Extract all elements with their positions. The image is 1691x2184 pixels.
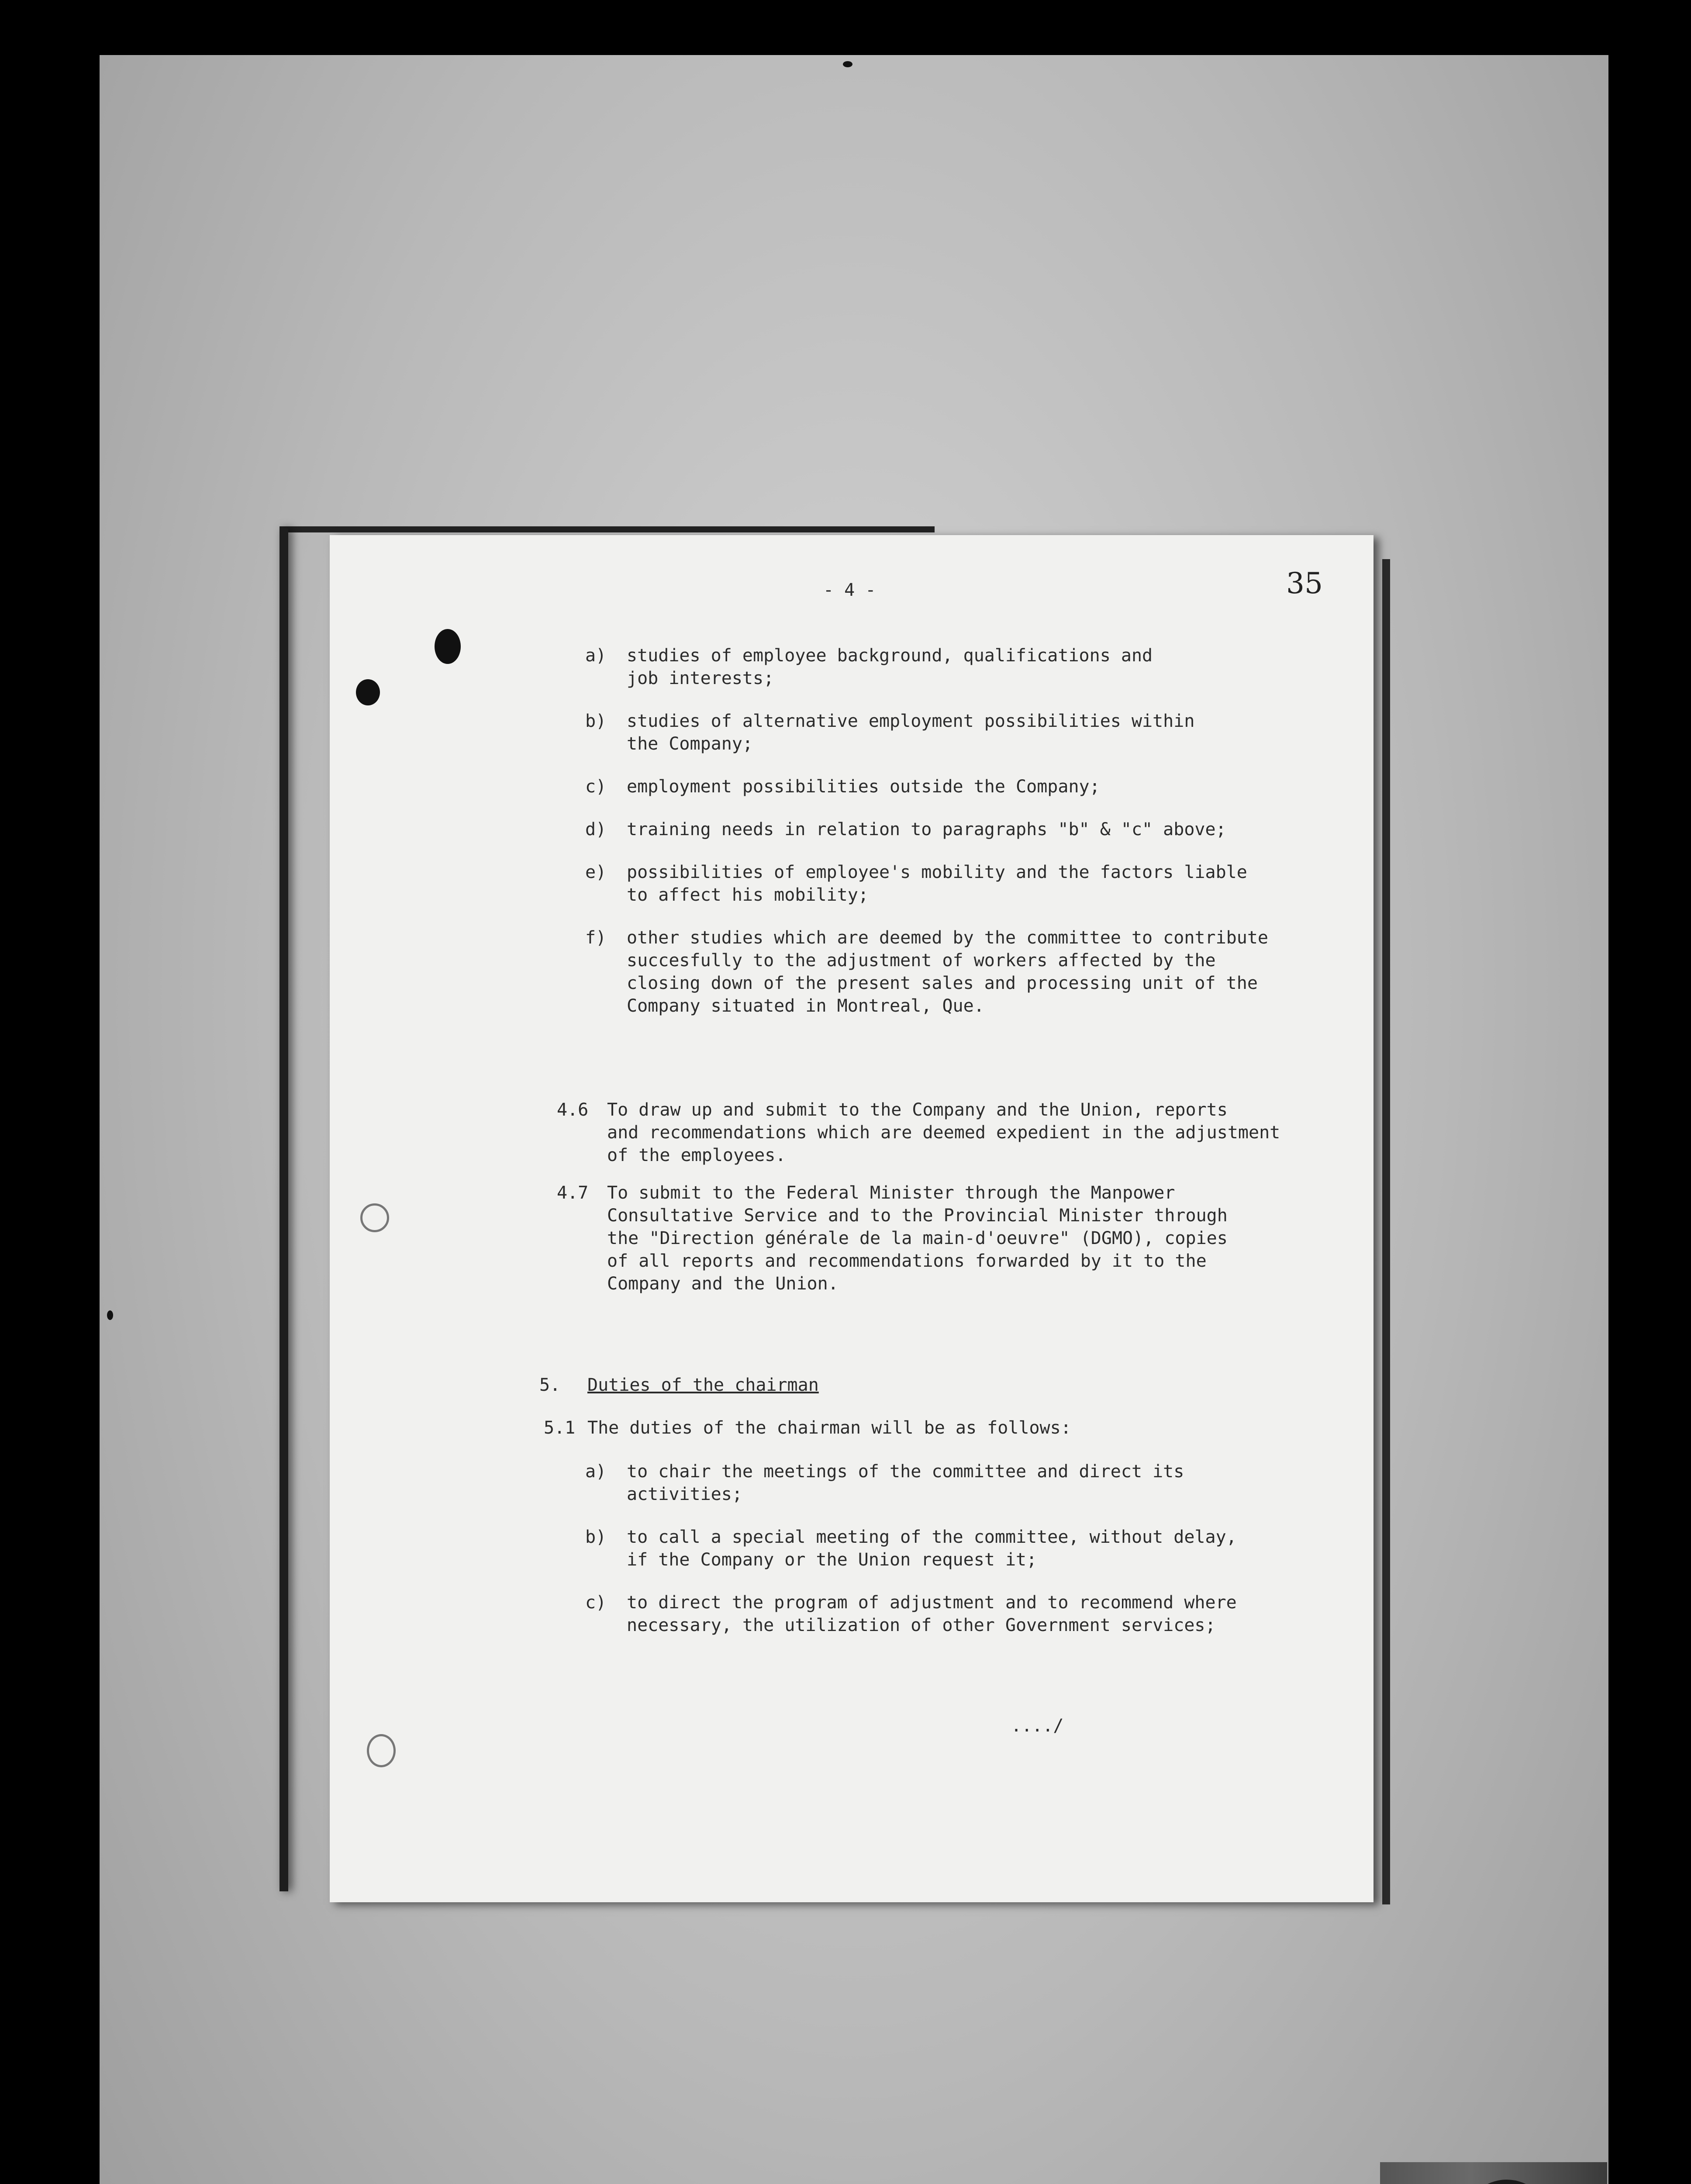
page-shadow (280, 526, 935, 532)
list-item-line: training needs in relation to paragraphs "b" & "c" above; (627, 819, 1226, 840)
list-item-line: the Company; (627, 734, 753, 754)
page-edge (1382, 559, 1390, 1904)
list-item-line: other studies which are deemed by the committee to contribute (627, 928, 1269, 948)
list-item-line: possibilities of employee's mobility and the factors liable (627, 862, 1247, 882)
clause-5-1-number: 5.1 (544, 1418, 576, 1438)
list-item-line: to chair the meetings of the committee and direct its (627, 1462, 1184, 1482)
list-item-line: closing down of the present sales and processing unit of the (627, 973, 1258, 993)
clause-line: To draw up and submit to the Company and the Union, reports (607, 1100, 1228, 1120)
clause-line: Consultative Service and to the Provincial Minister through (607, 1206, 1228, 1226)
clause-5-1-text: The duties of the chairman will be as follows: (587, 1418, 1071, 1438)
list-item-label: c) (585, 1593, 607, 1613)
film-tab (1380, 2162, 1607, 2184)
list-item-line: necessary, the utilization of other Government services; (627, 1615, 1216, 1635)
list-item-line: activities; (627, 1484, 742, 1504)
clause-number: 4.7 (557, 1183, 589, 1203)
list-item-line: to direct the program of adjustment and to recommend where (627, 1593, 1237, 1613)
punch-hole (367, 1734, 396, 1767)
punch-hole (360, 1203, 389, 1232)
clause-line: of all reports and recommendations forwarded by it to the (607, 1251, 1207, 1271)
film-mark (107, 1310, 113, 1320)
punch-hole (356, 679, 380, 705)
clause-line: Company and the Union. (607, 1274, 839, 1294)
clause-number: 4.6 (557, 1100, 589, 1120)
list-item-line: if the Company or the Union request it; (627, 1550, 1037, 1570)
section-5-heading: Duties of the chairman (587, 1375, 819, 1395)
page-marker: - 4 - (823, 580, 876, 600)
page-number: 35 (1286, 567, 1323, 600)
list-item-line: employment possibilities outside the Company; (627, 777, 1100, 797)
clause-line: of the employees. (607, 1145, 786, 1165)
list-item-line: studies of alternative employment possibilities within (627, 711, 1195, 731)
punch-hole (435, 629, 461, 664)
list-item-label: a) (585, 646, 607, 666)
list-item-label: a) (585, 1462, 607, 1482)
list-item-line: to affect his mobility; (627, 885, 869, 905)
clause-line: To submit to the Federal Minister through the Manpower (607, 1183, 1175, 1203)
list-item-line: studies of employee background, qualifications and (627, 646, 1153, 666)
list-item-label: e) (585, 862, 607, 882)
list-item-label: d) (585, 819, 607, 840)
list-item-line: succesfully to the adjustment of workers affected by the (627, 950, 1216, 971)
document-page (330, 535, 1374, 1902)
list-item-label: f) (585, 928, 607, 948)
clause-line: the "Direction générale de la main-d'oeuvre" (DGMO), copies (607, 1228, 1228, 1248)
film-mark (843, 61, 852, 67)
list-item-label: b) (585, 711, 607, 731)
continuation-mark: ..../ (1011, 1716, 1064, 1736)
section-5-number: 5. (539, 1375, 561, 1395)
list-item-label: c) (585, 777, 607, 797)
list-item-line: to call a special meeting of the committee, without delay, (627, 1527, 1237, 1547)
list-item-label: b) (585, 1527, 607, 1547)
list-item-line: job interests; (627, 668, 774, 688)
clause-line: and recommendations which are deemed expedient in the adjustment (607, 1123, 1280, 1143)
page-shadow (280, 529, 288, 1891)
list-item-line: Company situated in Montreal, Que. (627, 996, 984, 1016)
